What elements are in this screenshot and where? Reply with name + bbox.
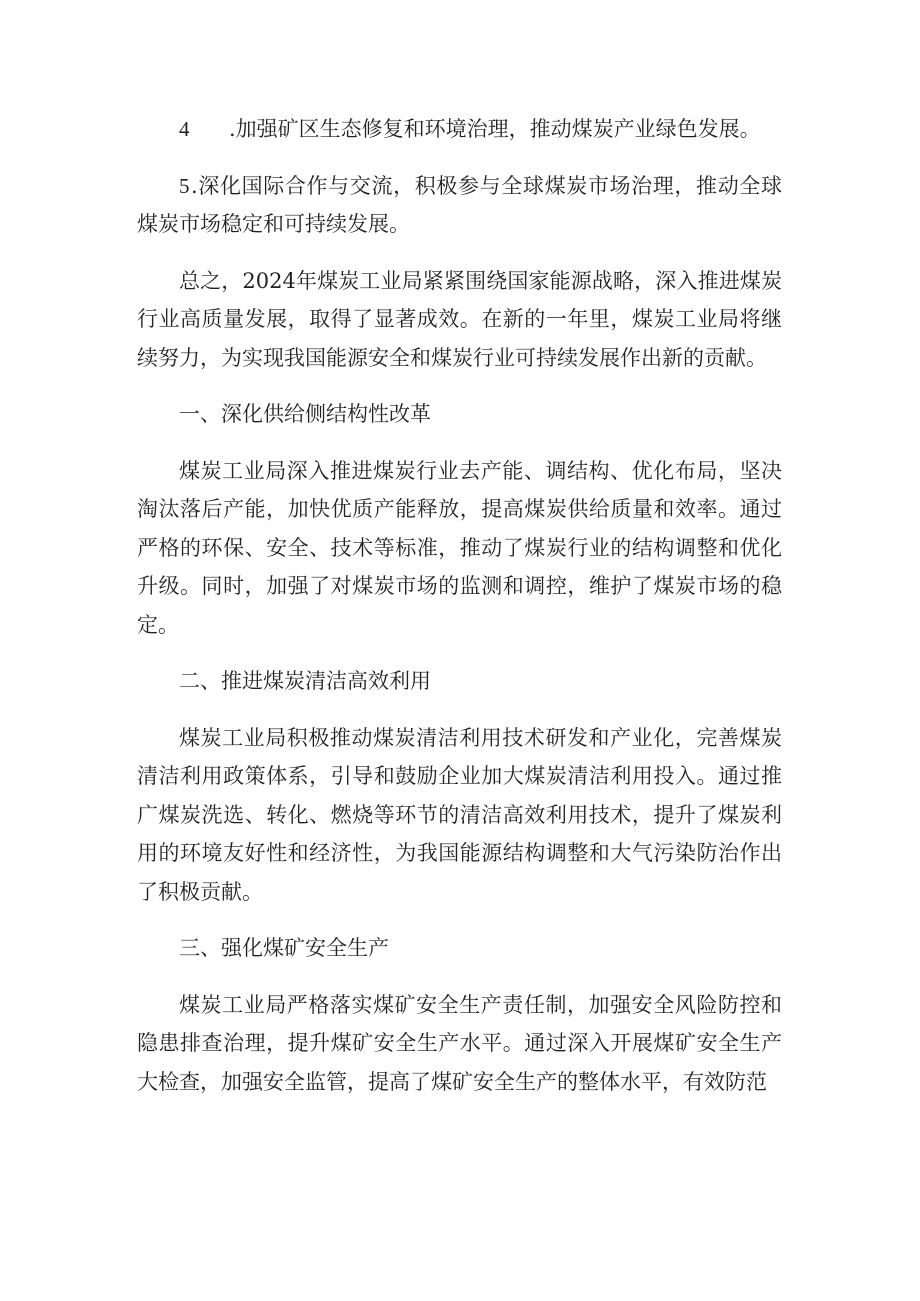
list-item-text: .加强矿区生态修复和环境治理，推动煤炭产业绿色发展。 [229, 117, 761, 141]
list-number: 5 [179, 173, 190, 198]
section-heading-2: 二、推进煤炭清洁高效利用 [179, 669, 431, 693]
list-number: 4 [179, 117, 190, 141]
document-body [137, 110, 782, 1119]
section-heading-3: 三、强化煤矿安全生产 [179, 936, 389, 960]
summary-paragraph: 总之，2024年煤炭工业局紧紧围绕国家能源战略，深入推进煤炭行业高质量发展，取得了显著成效。在新的一年里，煤炭工业局将继续努力，为实现我国能源安全和煤炭行业可持续发展作出新的贡献。 [137, 268, 782, 370]
section-body-2: 煤炭工业局积极推动煤炭清洁利用技术研发和产业化，完善煤炭清洁利用政策体系，引导和鼓励企业加大煤炭清洁利用投入。通过推广煤炭洗选、转化、燃烧等环节的清洁高效利用技术，提升了煤炭利用的环境友好性和经济性，为我国能源结构调整和大气污染防治作出了积极贡献。 [137, 725, 782, 904]
section-body-3: 煤炭工业局严格落实煤矿安全生产责任制，加强安全风险防控和隐患排查治理，提升煤矿安全生产水平。通过深入开展煤矿安全生产大检查，加强安全监管，提高了煤矿安全生产的整体水平，有效防范 [137, 992, 782, 1094]
section-body-1: 煤炭工业局深入推进煤炭行业去产能、调结构、优化布局，坚决淘汰落后产能，加快优质产能释放，提高煤炭供给质量和效率。通过严格的环保、安全、技术等标准，推动了煤炭行业的结构调整和优化升级。同时，加强了对煤炭市场的监测和调控，维护了煤炭市场的稳定。 [137, 458, 782, 637]
list-item-5 [137, 167, 782, 244]
section-heading-1: 一、深化供给侧结构性改革 [179, 402, 431, 426]
list-item-4 [137, 110, 782, 149]
list-item-text: .深化国际合作与交流，积极参与全球煤炭市场治理，推动全球煤炭市场稳定和可持续发展。 [137, 173, 782, 236]
